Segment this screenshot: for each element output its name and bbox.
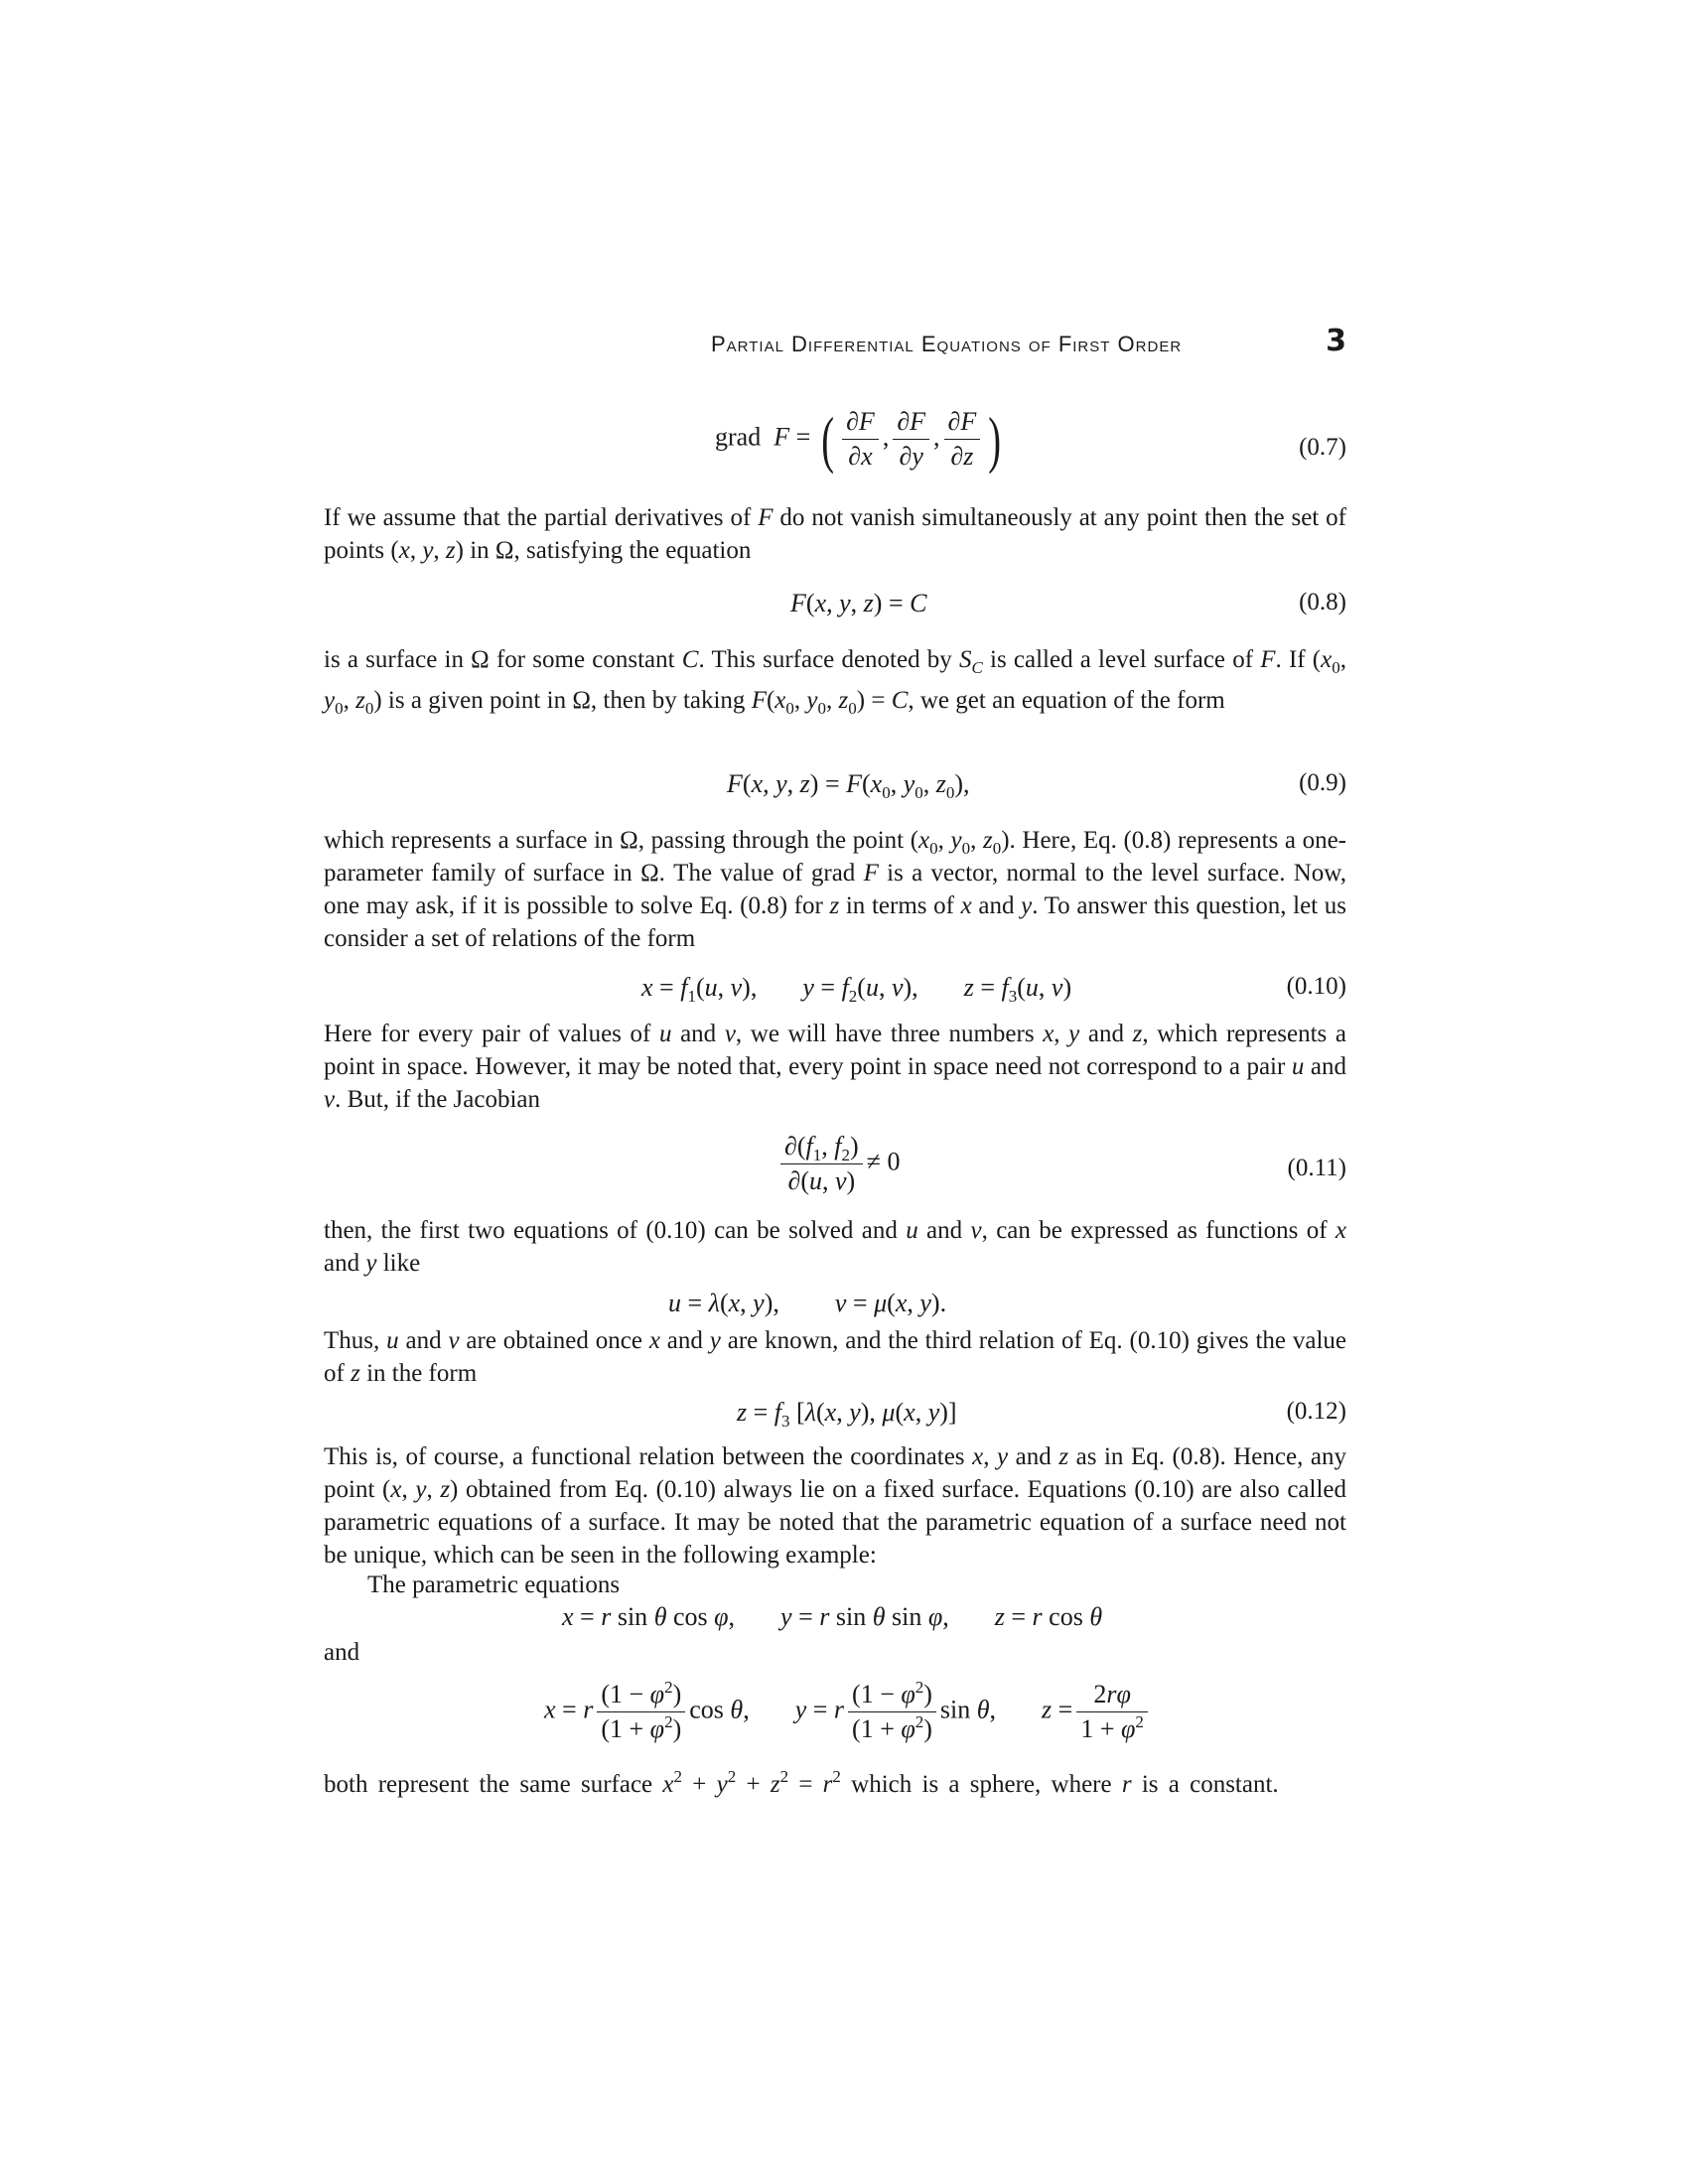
partial-frac-z: $\frac{\partial F}{\partial z}$ — [944, 407, 981, 472]
equation-number-0-11: (0.11) — [1287, 1155, 1346, 1181]
partial-frac-y: $\frac{\partial F}{\partial y}$ — [893, 407, 929, 472]
not-equal-zero: ≠ 0 — [866, 1147, 901, 1176]
frac-z: $\frac{2r\varphi}{1 + \varphi^2}$ — [1076, 1680, 1148, 1744]
equation-number-0-10: (0.10) — [1286, 973, 1346, 1000]
equation-spherical-1: x = r sin θ cos φ, y = r sin θ sin φ, z = r cos θ — [562, 1602, 1103, 1631]
partial-frac-x: $\frac{\partial F}{\partial x}$ — [842, 407, 879, 472]
equation-0-10: $x = f_1(u$, v), $y = f_2(u$, v), $z = f_3(u$, v) — [641, 973, 1072, 1006]
equation-number-0-9: (0.9) — [1299, 769, 1346, 796]
paragraph-8: The parametric equations — [367, 1571, 621, 1598]
paragraph-5: then, the first two equations of (0.10) can be solved and u and v, can be expressed as functions of x and y like — [324, 1217, 1346, 1277]
equation-0-11 — [776, 1132, 900, 1196]
paragraph-4: Here for every pair of values of u and v, we will have three numbers x, y and z, which represents a point in space. However, it may be noted that, every point in space need not correspond to a pair u and v. But, if the Jacobian — [324, 1021, 1347, 1113]
equation-0-12: $z = f_3$ [λ(x, y), μ(x, y)] — [737, 1398, 957, 1431]
running-title: Partial Differential Equations of First Order — [711, 332, 1183, 356]
paragraph-1: If we assume that the partial derivatives of F do not vanish simultaneously at any point then the set of points (x, y, z) in Ω, satisfying the equation — [324, 504, 1346, 564]
running-header — [711, 324, 1346, 369]
page-number: 3 — [1326, 324, 1346, 358]
equation-spherical-2: x = r $\frac{(1 - \varphi^2)}{(1 + \varphi^2)}$ cos θ, y = r $\frac{(1 - \varphi^2)}{(1 + \varphi^2)}$ sin θ, z = $\frac{2r\varphi}{1 + \varphi^2}$ — [544, 1680, 1152, 1744]
equation-number-0-12: (0.12) — [1286, 1398, 1346, 1425]
eq07-var: F — [767, 422, 790, 452]
paragraph-3: which represents a surface in Ω, passing through the point ($x_0$, $y_0$, $z_0$). Here, Eq. (0.8) represents a one-parameter family of surface in Ω. The value of grad F is a vector, normal to the level surface. Now, one may ask, if it is possible to solve Eq. (0.8) for z in terms of x and y. To answer this question, let us consider a set of relations of the form — [324, 827, 1347, 952]
frac-x: $\frac{(1 - \varphi^2)}{(1 + \varphi^2)}$ — [597, 1680, 685, 1744]
paragraph-10: both represent the same surface $x^2 + y^2 + z^2 = r^2$ which is a sphere, where r is a constant. — [324, 1767, 1279, 1798]
paragraph-6: Thus, u and v are obtained once x and y are known, and the third relation of Eq. (0.10) gives the value of z in the form — [324, 1327, 1346, 1387]
right-paren: ) — [988, 403, 1002, 475]
jacobian-fraction: $\frac{\partial(f_1, f_2)}{\partial(u, v)}$ — [780, 1132, 863, 1196]
paragraph-7: This is, of course, a functional relation between the coordinates x, y and z as in Eq. (0.8). Hence, any point (x, y, z) obtained from Eq. (0.10) always lie on a fixed surface. Equations (0.10) are also called parametric equations of a surface. It may be noted that the parametric equation of a surface need not be unique, which can be seen in the following example: — [324, 1443, 1346, 1569]
equation-0-7: grad F = ( $\frac{\partial F}{\partial x}$ , $\frac{\partial F}{\partial y}$ , $\frac{\partial F}{\partial z}$ ) — [715, 403, 1002, 475]
paragraph-9: and — [324, 1639, 360, 1666]
left-paren: ( — [821, 403, 834, 475]
equation-number-0-7: (0.7) — [1299, 434, 1346, 461]
grad-label: grad — [715, 422, 762, 452]
equation-number-0-8: (0.8) — [1299, 589, 1346, 615]
equation-0-9: F(x, y, $z) = F(x_0$, $y_0$, $z_0$), — [727, 769, 970, 802]
frac-y: $\frac{(1 - \varphi^2)}{(1 + \varphi^2)}$ — [848, 1680, 936, 1744]
paragraph-2: is a surface in Ω for some constant C. This surface denoted by $S_C$ is called a level surface of F. If ($x_0$, $y_0$, $z_0$) is a given point in Ω, then by taking $F(x_0$, $y_0$, $z_0) = C$, we get an equation of the form — [324, 646, 1346, 718]
equation-0-8: F(x, y, z) = C — [790, 589, 927, 617]
equation-u-v: u = λ(x, y), v = μ(x, y). — [668, 1289, 947, 1317]
